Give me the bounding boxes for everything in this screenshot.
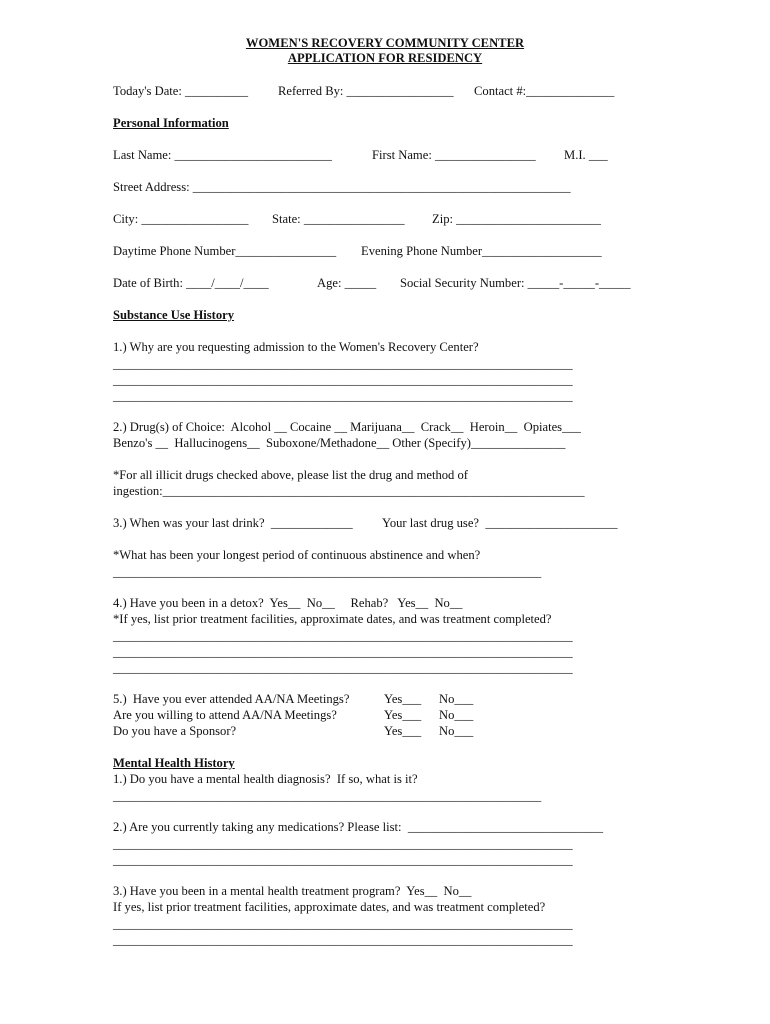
form-title: WOMEN'S RECOVERY COMMUNITY CENTER xyxy=(245,36,525,50)
sponsor-question: Do you have a Sponsor? xyxy=(113,724,237,738)
answer-line[interactable]: _________________________________________________________________________ xyxy=(113,837,573,851)
prior-treatment-note: *If yes, list prior treatment facilities, approximate dates, and was treatment completed? xyxy=(113,612,552,626)
aa-na-attended-question: 5.) Have you ever attended AA/NA Meetings? xyxy=(113,692,350,706)
no-option[interactable]: No___ xyxy=(439,692,474,706)
yes-option[interactable]: Yes___ xyxy=(384,708,422,722)
illicit-drugs-note: *For all illicit drugs checked above, please list the drug and method of xyxy=(113,468,468,482)
todays-date-field[interactable]: Today's Date: __________ xyxy=(113,84,249,98)
ssn-field[interactable]: Social Security Number: _____-_____-_____ xyxy=(400,276,631,290)
mental-health-heading: Mental Health History xyxy=(113,756,235,770)
ingestion-field[interactable]: ingestion:___________________________________________________________________ xyxy=(113,484,585,498)
answer-line[interactable]: _________________________________________________________________________ xyxy=(113,933,573,947)
answer-line[interactable]: _________________________________________________________________________ xyxy=(113,389,573,403)
answer-line[interactable]: _________________________________________________________________________ xyxy=(113,853,573,867)
last-name-field[interactable]: Last Name: _________________________ xyxy=(113,148,332,162)
question-1: 1.) Why are you requesting admission to the Women's Recovery Center? xyxy=(113,340,479,354)
drugs-of-choice-line-2[interactable]: Benzo's __ Hallucinogens__ Suboxone/Methadone__ Other (Specify)_______________ xyxy=(113,436,566,450)
detox-rehab-question[interactable]: 4.) Have you been in a detox? Yes__ No__ Rehab? Yes__ No__ xyxy=(113,596,463,610)
state-field[interactable]: State: ________________ xyxy=(272,212,405,226)
personal-info-heading: Personal Information xyxy=(113,116,229,130)
form-subtitle: APPLICATION FOR RESIDENCY xyxy=(287,51,483,65)
mh-treatment-question[interactable]: 3.) Have you been in a mental health treatment program? Yes__ No__ xyxy=(113,884,472,898)
no-option[interactable]: No___ xyxy=(439,724,474,738)
street-address-field[interactable]: Street Address: ____________________________________________________________ xyxy=(113,180,571,194)
yes-option[interactable]: Yes___ xyxy=(384,692,422,706)
diagnosis-question: 1.) Do you have a mental health diagnosis? If so, what is it? xyxy=(113,772,418,786)
answer-line[interactable]: ____________________________________________________________________ xyxy=(113,789,542,803)
evening-phone-field[interactable]: Evening Phone Number___________________ xyxy=(361,244,602,258)
answer-line[interactable]: ____________________________________________________________________ xyxy=(113,565,542,579)
yes-option[interactable]: Yes___ xyxy=(384,724,422,738)
mh-prior-treatment-note: If yes, list prior treatment facilities, approximate dates, and was treatment completed? xyxy=(113,900,546,914)
aa-na-willing-question: Are you willing to attend AA/NA Meetings? xyxy=(113,708,337,722)
referred-by-field[interactable]: Referred By: _________________ xyxy=(278,84,454,98)
medications-field[interactable]: 2.) Are you currently taking any medications? Please list: _______________________________ xyxy=(113,820,604,834)
age-field[interactable]: Age: _____ xyxy=(317,276,377,290)
substance-history-heading: Substance Use History xyxy=(113,308,235,322)
answer-line[interactable]: _________________________________________________________________________ xyxy=(113,917,573,931)
answer-line[interactable]: _________________________________________________________________________ xyxy=(113,645,573,659)
abstinence-question: *What has been your longest period of continuous abstinence and when? xyxy=(113,548,481,562)
last-drink-field[interactable]: 3.) When was your last drink? _____________ xyxy=(113,516,353,530)
date-of-birth-field[interactable]: Date of Birth: ____/____/____ xyxy=(113,276,269,290)
answer-line[interactable]: _________________________________________________________________________ xyxy=(113,661,573,675)
city-field[interactable]: City: _________________ xyxy=(113,212,249,226)
middle-initial-field[interactable]: M.I. ___ xyxy=(564,148,608,162)
contact-field[interactable]: Contact #:______________ xyxy=(474,84,615,98)
daytime-phone-field[interactable]: Daytime Phone Number________________ xyxy=(113,244,337,258)
last-drug-use-field[interactable]: Your last drug use? _____________________ xyxy=(382,516,618,530)
answer-line[interactable]: _________________________________________________________________________ xyxy=(113,629,573,643)
answer-line[interactable]: _________________________________________________________________________ xyxy=(113,373,573,387)
answer-line[interactable]: _________________________________________________________________________ xyxy=(113,357,573,371)
no-option[interactable]: No___ xyxy=(439,708,474,722)
first-name-field[interactable]: First Name: ________________ xyxy=(372,148,536,162)
drugs-of-choice-line-1[interactable]: 2.) Drug(s) of Choice: Alcohol __ Cocaine __ Marijuana__ Crack__ Heroin__ Opiates___ xyxy=(113,420,581,434)
zip-field[interactable]: Zip: _______________________ xyxy=(432,212,601,226)
